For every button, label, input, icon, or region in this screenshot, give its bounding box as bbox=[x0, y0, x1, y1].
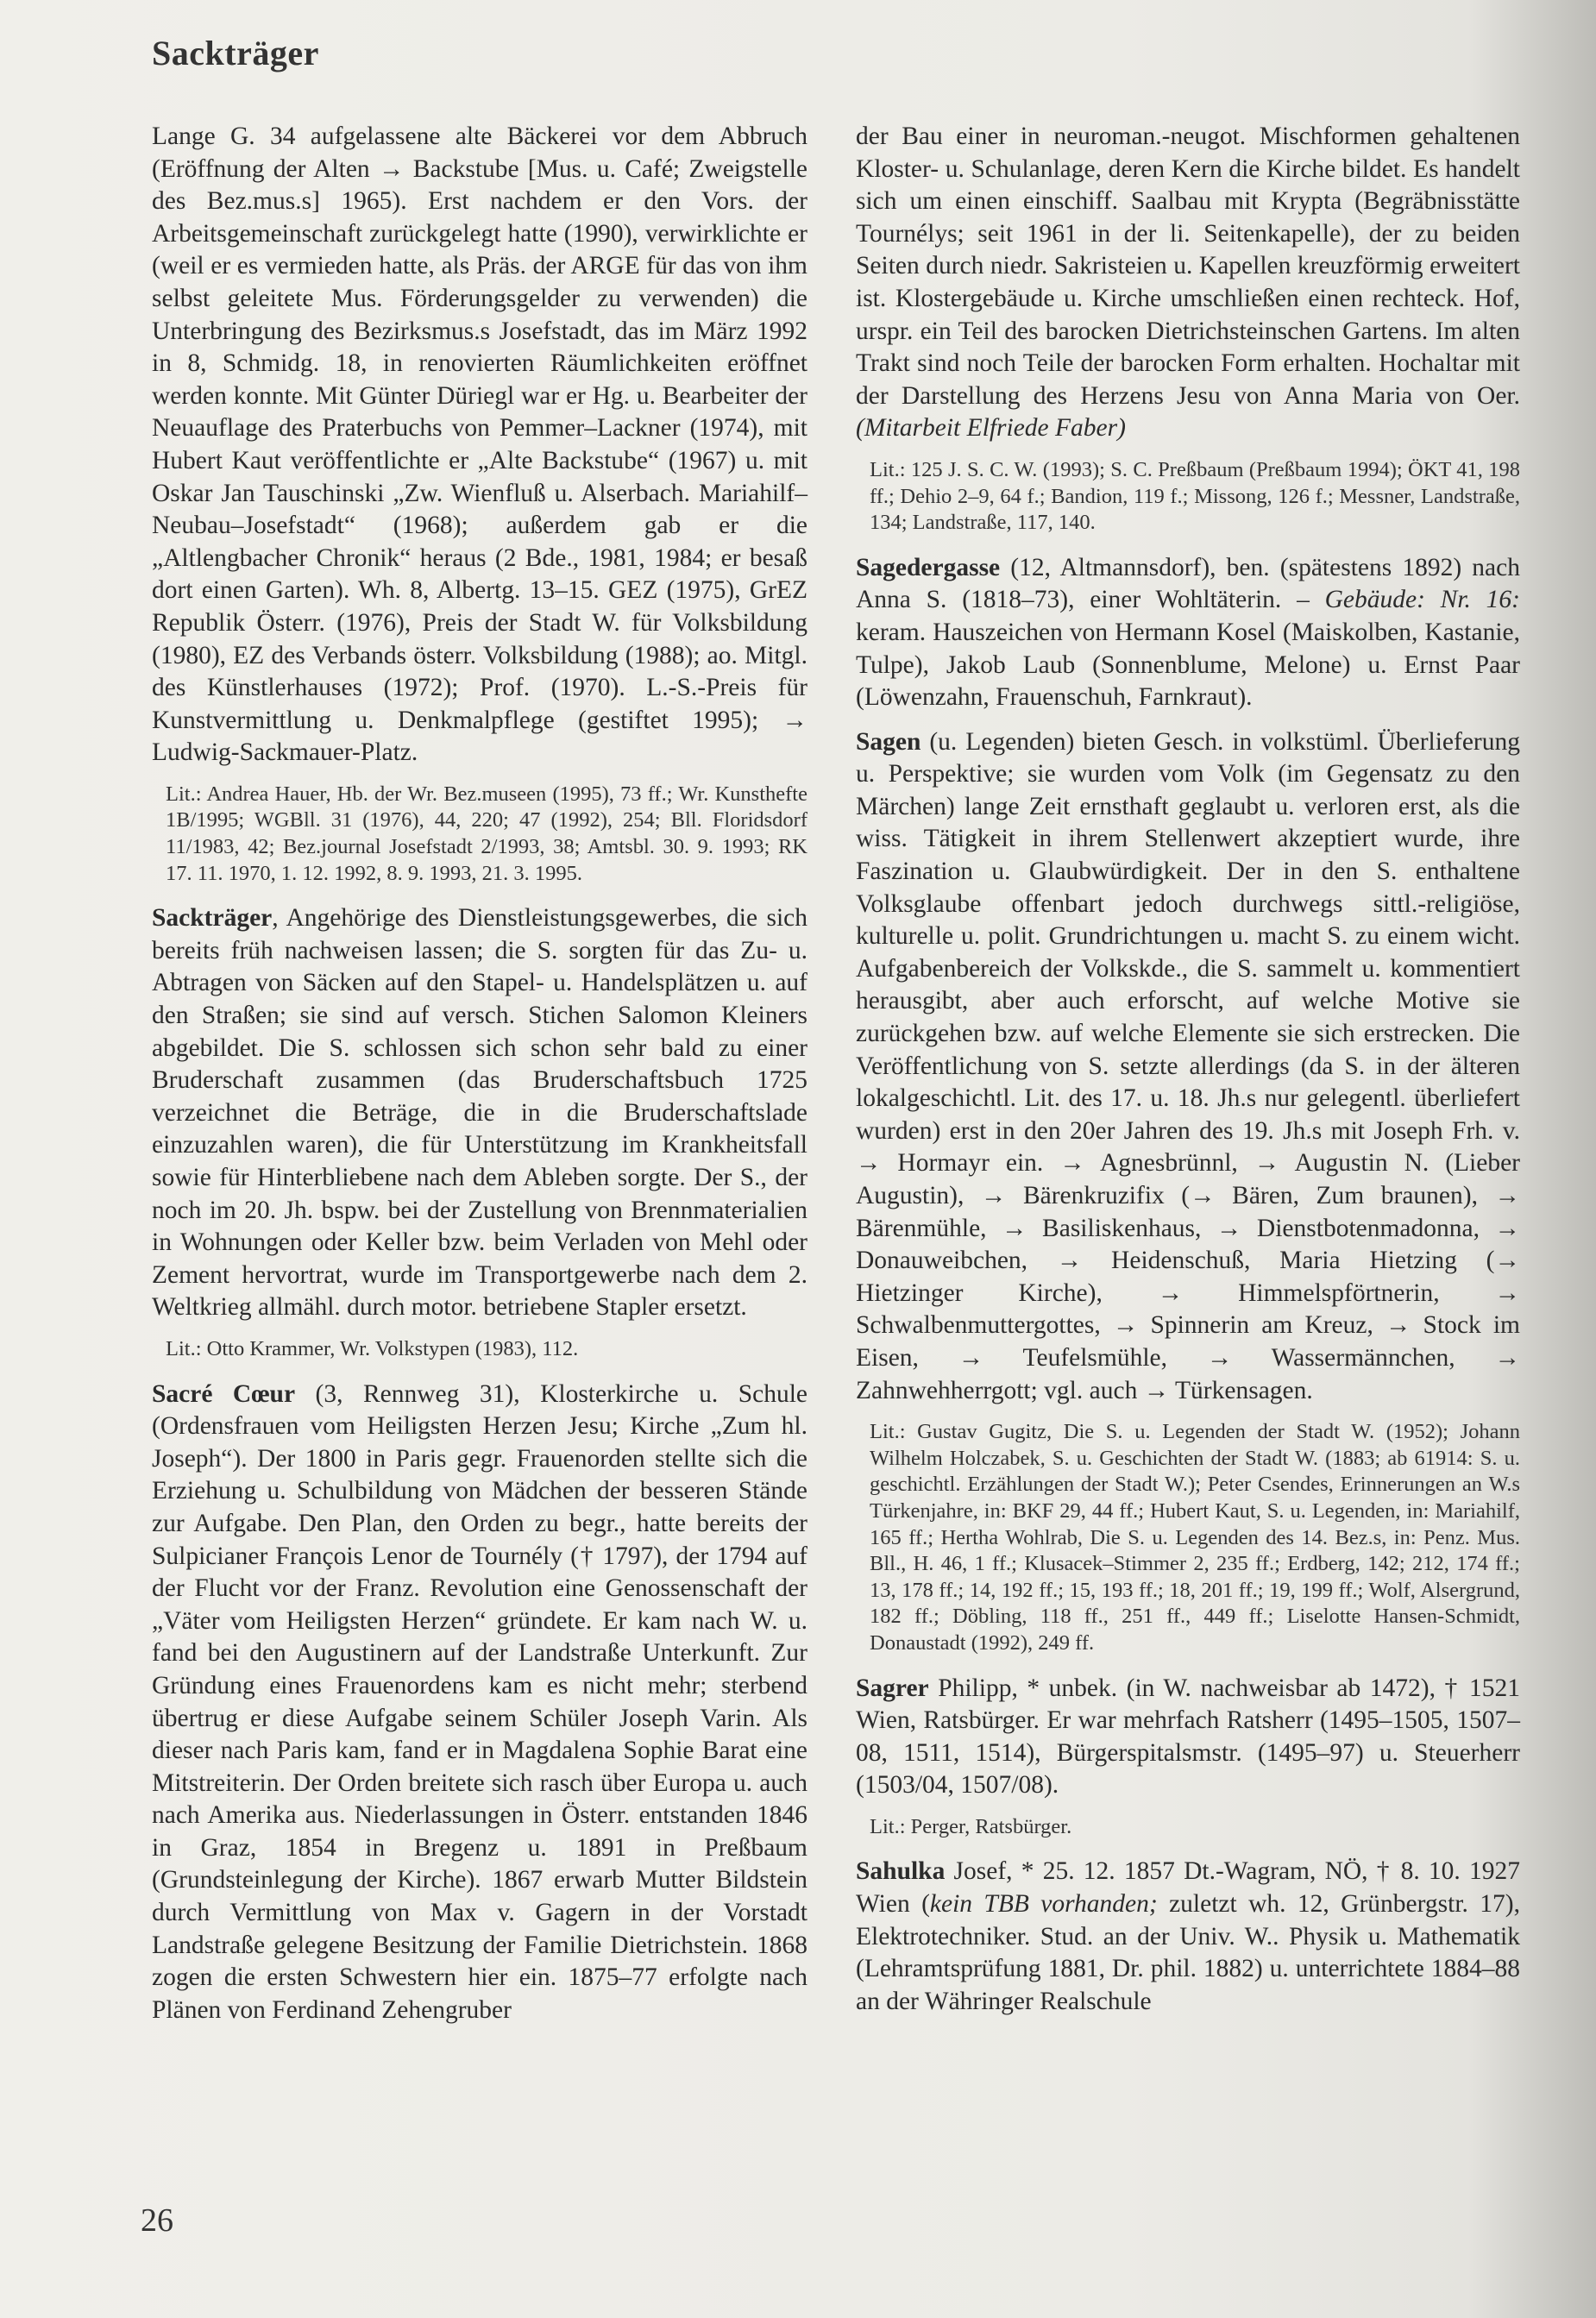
left-column bbox=[152, 121, 807, 2038]
entry-text: zuletzt wh. 12, Grünbergstr. 17), Elektrotechniker. Stud. an der Univ. W.. Physik u. Mathematik (Lehramtsprüfung 1881, Dr. phil. 1882) u. unterrichtete 1884–88 an der Währinger Realschule bbox=[856, 1890, 1520, 2015]
entry-sahulka bbox=[856, 1856, 1520, 2018]
entry-italic: Gebäude: Nr. 16: bbox=[1324, 586, 1520, 614]
entry-text: (3, Rennweg 31), Klosterkirche u. Schule (Ordensfrauen vom Heiligsten Herzen Jesu; Kirche „Zum hl. Joseph“). Der 1800 in Paris gegr. Frauenorden stellte sich die Erziehung u. Schulbildung von Mädchen der besseren Stände zur Aufgabe. Den Plan, den Orden zu begr., hatte bereits der Sulpicianer François Lenor de Tournély († 1797), der 1794 auf der Flucht vor der Franz. Revolution eine Genossenschaft der „Väter vom Heiligsten Herzen“ gründete. Er kam nach W. u. fand bei den Augustinern auf der Landstraße Unterkunft. Zur Gründung eines Frauenordens kam es nicht mehr; sterbend übertrug er diese Aufgabe seinem Schüler Joseph Varin. Als dieser nach Paris kam, fand er in Magdalena Sophie Barat eine Mitstreiterin. Der Orden breitete sich rasch über Europa u. auch nach Amerika aus. Niederlassungen in Österr. entstanden 1846 in Graz, 1854 in Bregenz u. 1891 in Preßbaum (Grundsteinlegung der Kirche). 1867 erwarb Mutter Bildstein durch Vermittlung von Max v. Gagern in der Vorstadt Landstraße gelegene Besitzung der Familie Dietrichstein. 1868 zogen die ersten Schwestern hier ein. 1875–77 erfolgte nach Plänen von Ferdinand Zehengruber bbox=[152, 1379, 808, 2024]
entry-italic: kein TBB vorhanden; bbox=[929, 1890, 1158, 1919]
entry-text: Philipp, * unbek. (in W. nachweisbar ab 1472), † 1521 Wien, Ratsbürger. Er war mehrfach Ratsherr (1495–1505, 1507–08, 1511, 1514), Bürgerspitalsmstr. (1495–97) u. Steuerherr (1503/04, 1507/08). bbox=[856, 1674, 1520, 1800]
entry-text: , Angehörige des Dienstleistungsgewerbes, die sich bereits früh nachweisen lassen; die S. sorgten für das Zu- u. Abtragen von Säcken auf den Stapel- u. Handelsplätzen u. auf den Straßen; sie sind auf versch. Stichen Salomon Kleiners abgebildet. Die S. schlossen sich schon sehr bald zu einer Bruderschaft zusammen (das Bruderschaftsbuch 1725 verzeichnet die Beträge, die in die Bruderschaftslade einzuzahlen waren), die für Unterstützung im Krankheitsfall sowie für Hinterbliebene nach dem Ableben sorgte. Der S., der noch im 20. Jh. bspw. bei der Zustellung von Brennmaterialien in Wohnungen oder Keller bzw. beim Verladen von Mehl oder Zement hervortrat, wurde im Transportgewerbe nach dem 2. Weltkrieg allmähl. durch motor. betriebene Stapler ersetzt. bbox=[152, 904, 807, 1322]
entry-credit: (Mitarbeit Elfriede Faber) bbox=[856, 414, 1126, 443]
entry-term: Sahulka bbox=[856, 1857, 946, 1886]
entry-sagedergasse bbox=[856, 552, 1520, 714]
entry-term: Sagen bbox=[856, 727, 921, 756]
entry-term: Sackträger bbox=[152, 904, 273, 933]
entry-continuation: Lange G. 34 aufgelassene alte Bäckerei vor dem Abbruch (Eröffnung der Alten → Backstube [Mus. u. Café; Zweigstelle des Bez.mus.s] 1965). Erst nachdem er den Vors. der Arbeitsgemeinschaft zurückgelegt hatte (1990), verwirklichte er (weil er es vermieden hatte, als Präs. der ARGE für das von ihm selbst geleitete Mus. Förderungsgelder zu verwenden) die Unterbringung des Bezirksmus.s Josefstadt, das im März 1992 in 8, Schmidg. 18, in renovierten Räumlichkeiten eröffnet werden konnte. Mit Günter Düriegl war er Hg. u. Bearbeiter der Neuauflage des Praterbuchs von Pemmer–Lackner (1974), mit Hubert Kaut veröffentlichte er „Alte Backstube“ (1967) u. mit Oskar Jan Tauschinski „Zw. Wienfluß u. Alserbach. Mariahilf–Neubau–Josefstadt“ (1968); außerdem gab er die „Altlengbacher Chronik“ heraus (2 Bde., 1981, 1984; er besaß dort einen Garten). Wh. 8, Albertg. 13–15. GEZ (1975), GrEZ Republik Österr. (1976), Preis der Stadt W. für Volksbildung (1980), EZ des Verbands österr. Volksbildung (1988); ao. Mitgl. des Künstlerhauses (1972); Prof. (1970). L.-S.-Preis für Kunstvermittlung u. Denkmalpflege (gestiftet 1995); → Ludwig-Sackmauer-Platz. bbox=[152, 122, 807, 767]
entry-text: keram. Hauszeichen von Hermann Kosel (Maiskolben, Kastanie, Tulpe), Jakob Laub (Sonnenblume, Melone) u. Ernst Paar (Löwenzahn, Frauenschuh, Farnkraut). bbox=[856, 618, 1520, 712]
page-number: 26 bbox=[141, 2202, 173, 2239]
running-header: Sackträger bbox=[152, 34, 319, 72]
entry-term: Sagedergasse bbox=[856, 553, 1001, 581]
literature-note: Lit.: Otto Krammer, Wr. Volkstypen (1983), 112. bbox=[166, 1336, 579, 1360]
entry-continuation bbox=[856, 121, 1520, 445]
entry-text: (12, Altmannsdorf), ben. (spätestens 1892) nach Anna S. (1818–73), einer Wohltäterin. – bbox=[856, 553, 1520, 614]
entry-text: der Bau einer in neuroman.-neugot. Mischformen gehaltenen Kloster- u. Schulanlage, deren Kern die Kirche bildet. Es handelt sich um einen einschiff. Saalbau mit Krypta (Begräbnisstätte Tournélys; seit 1961 in der li. Seitenkapelle), der zu beiden Seiten durch niedr. Sakristeien u. Kapellen kreuzförmig erweitert ist. Klostergebäude u. Kirche umschließen einen rechteck. Hof, urspr. ein Teil des barocken Dietrichsteinschen Gartens. Im alten Trakt sind noch Teile der barocken Form erhalten. Hochaltar mit der Darstellung des Herzens Jesu von Anna Maria von Oer. bbox=[856, 122, 1520, 410]
entry-sacre-coeur bbox=[152, 1379, 807, 2027]
entry-text: (u. Legenden) bieten Gesch. in volkstüml. Überlieferung u. Perspektive; sie wurden vom Volk (im Gegensatz zu den Märchen) lange Zeit ernsthaft geglaubt u. verloren erst, als die wiss. Tätigkeit in ihrem Stellenwert akzeptiert wurde, ihre Faszination u. Glaubwürdigkeit. Der in den S. enthaltene Volksglaube offenbart jedoch durchwegs sittl.-religiöse, kulturelle u. polit. Grundrichtungen u. macht S. zu einem wicht. Aufgabenbereich der Volkskde., die S. sammelt u. kommentiert herausgibt, aber auch erforscht, auf welche Motive sie zurückgehen bzw. auf welche Elemente sie sich erstrecken. Die Veröffentlichung von S. setzte allerdings (da S. in der älteren lokalgeschichtl. Lit. des 17. u. 18. Jh.s nur gelegentl. überliefert wurden) erst in den 20er Jahren des 19. Jh.s mit Joseph Frh. v. → Hormayr ein. → Agnesbrünnl, → Augustin N. (Lieber Augustin), → Bärenkruzifix (→ Bären, Zum braunen), → Bärenmühle, → Basiliskenhaus, → Dienstbotenmadonna, → Donauweibchen, → Heidenschuß, Maria Hietzing (→ Hietzinger Kirche), → Himmelspförtnerin, → Schwalbenmuttergottes, → Spinnerin am Kreuz, → Stock im Eisen, → Teufelsmühle, → Wassermännchen, → Zahnwehherrgott; vgl. auch → Türkensagen. bbox=[856, 727, 1520, 1404]
literature-note: Lit.: Gustav Gugitz, Die S. u. Legenden der Stadt W. (1952); Johann Wilhelm Holczabek, S. u. Geschichten der Stadt W. (1883; ab 61914: S. u. geschichtl. Erzählungen der Stadt W.); Peter Csendes, Erinnerungen an W.s Türkenjahre, in: BKF 29, 44 ff.; Hubert Kaut, S. u. Legenden, in: Mariahilf, 165 ff.; Hertha Wohlrab, Die S. u. Legenden des 14. Bez.s, in: Penz. Mus. Bll., H. 46, 1 ff.; Klusacek–Stimmer 2, 235 ff.; Erdberg, 142; 212, 174 ff.; 13, 178 ff.; 14, 192 ff.; 15, 193 ff.; 18, 201 ff.; 19, 199 ff.; Wolf, Alsergrund, 182 ff.; Döbling, 118 ff., 251 ff., 449 ff.; Liselotte Hansen-Schmidt, Donaustadt (1992), 249 ff. bbox=[870, 1420, 1520, 1655]
right-column bbox=[856, 121, 1520, 2030]
entry-sacktraeger bbox=[152, 902, 807, 1324]
entry-text: Josef, * 25. 12. 1857 Dt.-Wagram, NÖ, † 8. 10. 1927 Wien ( bbox=[856, 1857, 1520, 1919]
literature-note: Lit.: Andrea Hauer, Hb. der Wr. Bez.museen (1995), 73 ff.; Wr. Kunsthefte 1B/1995; WGBll. 31 (1976), 44, 220; 47 (1992), 254; Bll. Floridsdorf 11/1983, 42; Bez.journal Josefstadt 2/1993, 38; Amtsbl. 30. 9. 1993; RK 17. 11. 1970, 1. 12. 1992, 8. 9. 1993, 21. 3. 1995. bbox=[166, 782, 807, 885]
entry-sagen bbox=[856, 726, 1520, 1407]
entry-term: Sacré Cœur bbox=[152, 1379, 296, 1408]
literature-note: Lit.: 125 J. S. C. W. (1993); S. C. Preßbaum (Preßbaum 1994); ÖKT 41, 198 ff.; Dehio 2–9, 64 f.; Bandion, 119 f.; Missong, 126 f.; Messner, Landstraße, 134; Landstraße, 117, 140. bbox=[870, 457, 1520, 535]
entry-sagrer bbox=[856, 1673, 1520, 1802]
literature-note: Lit.: Perger, Ratsbürger. bbox=[870, 1814, 1072, 1838]
entry-term: Sagrer bbox=[856, 1674, 929, 1702]
